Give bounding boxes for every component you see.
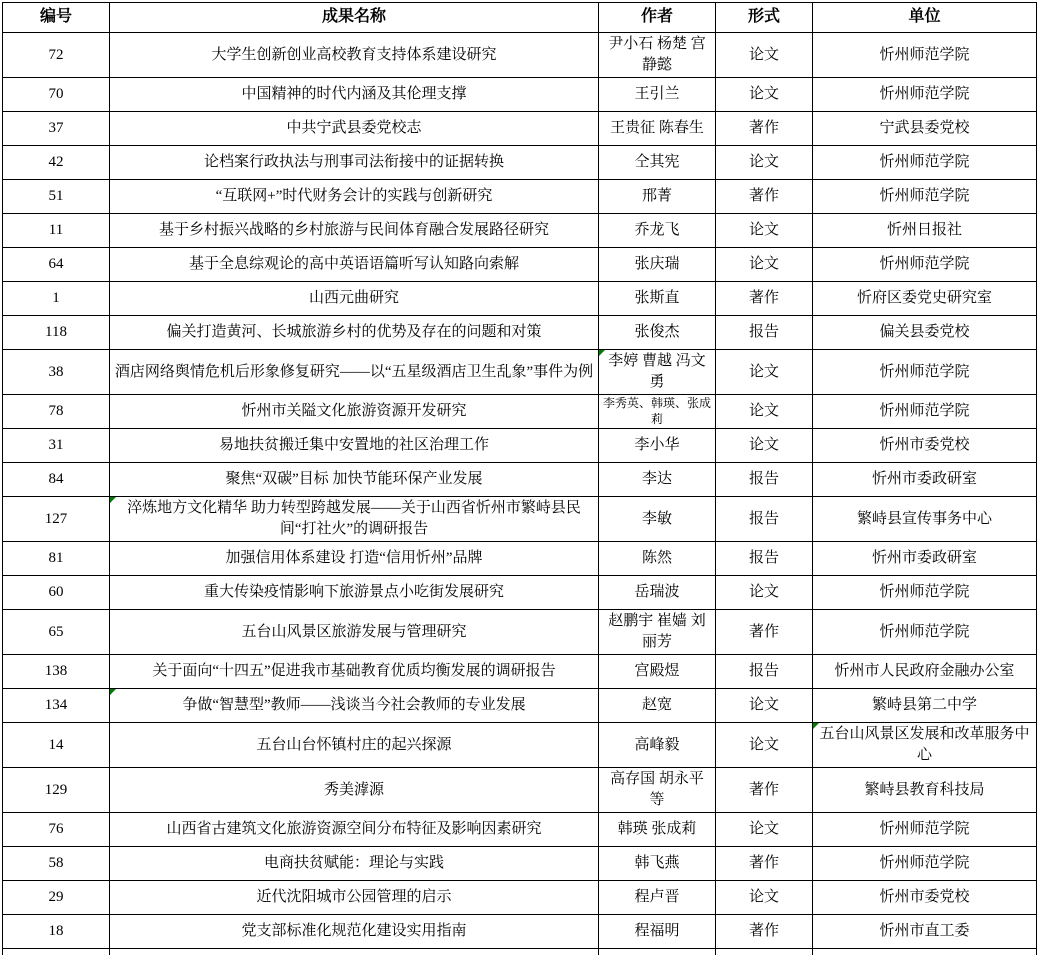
table-body <box>3 33 1037 955</box>
cell-authors[interactable] <box>599 768 716 813</box>
cell-name[interactable] <box>110 214 599 248</box>
table-row <box>3 78 1037 112</box>
cell-text: 李小华 <box>634 437 680 454</box>
cell-text: 论文 <box>748 821 779 838</box>
cell-text: 忻州师范学院 <box>879 188 970 204</box>
cell-authors[interactable] <box>599 813 716 847</box>
cell-text: 党支部标准化规范化建设实用指南 <box>241 923 467 940</box>
cell-text: 64 <box>48 256 64 272</box>
cell-name[interactable] <box>110 316 599 350</box>
cell-id[interactable] <box>3 248 110 282</box>
cell-text: 76 <box>48 821 64 838</box>
cell-text: 繁峙县第二中学 <box>871 697 977 714</box>
cell-id[interactable] <box>3 429 110 463</box>
cell-form[interactable] <box>716 847 813 881</box>
cell-form[interactable] <box>716 463 813 497</box>
cell-text: 著作 <box>748 781 779 798</box>
table-row <box>3 214 1037 248</box>
cell-id[interactable] <box>3 180 110 214</box>
cell-unit[interactable] <box>813 915 1037 949</box>
cell-id[interactable] <box>3 813 110 847</box>
cell-id[interactable] <box>3 542 110 576</box>
cell-authors[interactable] <box>599 350 716 395</box>
achievements-table <box>2 2 1037 955</box>
cell-text: 忻州师范学院 <box>879 363 970 380</box>
cell-form[interactable] <box>716 610 813 655</box>
cell-text: 18 <box>48 923 64 940</box>
cell-id[interactable] <box>3 768 110 813</box>
cell-text: 37 <box>48 120 64 136</box>
cell-name[interactable] <box>110 180 599 214</box>
table-row <box>3 847 1037 881</box>
cell-unit[interactable] <box>813 429 1037 463</box>
table-row <box>3 248 1037 282</box>
cell-authors[interactable] <box>599 542 716 576</box>
cell-text: 忻州师范学院 <box>879 403 970 420</box>
cell-form[interactable] <box>716 542 813 576</box>
cell-text: 偏关县委党校 <box>879 324 970 340</box>
cell-form[interactable] <box>716 112 813 146</box>
cell-name[interactable] <box>110 542 599 576</box>
table-row <box>3 723 1037 768</box>
cell-comment-indicator <box>813 723 819 729</box>
cell-comment-indicator <box>599 350 605 356</box>
cell-text: 著作 <box>748 120 779 136</box>
cell-text: 29 <box>48 889 64 906</box>
cell-form[interactable] <box>716 316 813 350</box>
cell-text: 论文 <box>748 697 779 714</box>
cell-text: 11 <box>48 222 64 238</box>
cell-text: 论文 <box>748 437 779 454</box>
table-row <box>3 112 1037 146</box>
cell-text: 尹小石 杨楚 宫静懿 <box>608 36 706 73</box>
cell-form[interactable] <box>716 915 813 949</box>
cell-text: 王贵征 陈春生 <box>610 120 704 136</box>
cell-text: 论文 <box>748 736 779 753</box>
cell-unit[interactable] <box>813 248 1037 282</box>
cell-id[interactable] <box>3 316 110 350</box>
cell-unit[interactable] <box>813 214 1037 248</box>
cell-id[interactable] <box>3 881 110 915</box>
header-row <box>3 3 1037 33</box>
cell-text: 58 <box>48 855 64 872</box>
cell-authors[interactable] <box>599 576 716 610</box>
cell-text: 134 <box>44 697 68 714</box>
table-row <box>3 915 1037 949</box>
cell-empty[interactable] <box>3 949 110 955</box>
cell-text: 张俊杰 <box>634 324 680 340</box>
cell-authors[interactable] <box>599 33 716 78</box>
cell-name[interactable] <box>110 723 599 768</box>
cell-text: 著作 <box>748 188 779 204</box>
cell-text: 51 <box>48 188 64 204</box>
cell-name[interactable] <box>110 655 599 689</box>
cell-text: 论文 <box>748 363 779 380</box>
cell-authors[interactable] <box>599 78 716 112</box>
cell-name[interactable] <box>110 78 599 112</box>
cell-text: 忻州师范学院 <box>879 256 970 272</box>
cell-text: 繁峙县宣传事务中心 <box>856 510 992 527</box>
cell-form[interactable] <box>716 576 813 610</box>
cell-unit[interactable] <box>813 395 1037 429</box>
cell-text: 繁峙县教育科技局 <box>864 781 985 798</box>
cell-id[interactable] <box>3 463 110 497</box>
cell-text: 70 <box>48 86 64 102</box>
cell-text: 山西省古建筑文化旅游资源空间分布特征及影响因素研究 <box>166 821 542 838</box>
cell-text: 李秀英、韩瑛、张成莉 <box>602 396 711 426</box>
cell-text: 忻州市人民政府金融办公室 <box>834 663 1015 680</box>
cell-text: 程福明 <box>634 923 680 940</box>
cell-id[interactable] <box>3 395 110 429</box>
cell-text: 陈然 <box>641 550 672 567</box>
cell-text: 重大传染疫情影响下旅游景点小吃街发展研究 <box>203 584 504 601</box>
cell-text: 争做“智慧型”教师——浅谈当今社会教师的专业发展 <box>182 697 526 714</box>
table-row <box>3 316 1037 350</box>
cell-unit[interactable] <box>813 180 1037 214</box>
cell-text: 高峰毅 <box>634 736 680 753</box>
cell-unit[interactable] <box>813 881 1037 915</box>
header-cell-name[interactable]: 成果名称 <box>110 3 599 33</box>
table-row <box>3 813 1037 847</box>
cell-text: 论档案行政执法与刑事司法衔接中的证据转换 <box>203 154 504 170</box>
cell-id[interactable] <box>3 610 110 655</box>
cell-id[interactable] <box>3 689 110 723</box>
cell-text: 忻州师范学院 <box>879 623 970 640</box>
cell-text: 电商扶贫赋能：理论与实践 <box>263 855 444 872</box>
cell-name[interactable] <box>110 768 599 813</box>
cell-form[interactable] <box>716 78 813 112</box>
cell-text: 31 <box>48 437 64 454</box>
cell-text: 78 <box>48 403 64 420</box>
cell-text: 14 <box>48 736 64 753</box>
cell-text: 忻州市直工委 <box>879 923 970 940</box>
cell-form[interactable] <box>716 214 813 248</box>
cell-id[interactable] <box>3 282 110 316</box>
cell-name[interactable] <box>110 429 599 463</box>
cell-unit[interactable] <box>813 282 1037 316</box>
cell-text: 报告 <box>748 324 779 340</box>
cell-authors[interactable] <box>599 146 716 180</box>
cell-form[interactable] <box>716 248 813 282</box>
cell-text: 乔龙飞 <box>634 222 680 238</box>
cell-text: 65 <box>48 623 64 640</box>
cell-id[interactable] <box>3 78 110 112</box>
cell-id[interactable] <box>3 847 110 881</box>
cell-text: 忻州师范学院 <box>879 821 970 838</box>
cell-text: 酒店网络舆情危机后形象修复研究——以“五星级酒店卫生乱象”事件为例 <box>114 363 594 380</box>
table-row <box>3 655 1037 689</box>
cell-text: 84 <box>48 471 64 488</box>
cell-text: “互联网+”时代财务会计的实践与创新研究 <box>215 188 493 204</box>
cell-text: 42 <box>48 154 64 170</box>
cell-unit[interactable] <box>813 33 1037 78</box>
cell-name[interactable] <box>110 689 599 723</box>
cell-id[interactable] <box>3 576 110 610</box>
cell-authors[interactable] <box>599 497 716 542</box>
cell-unit[interactable] <box>813 146 1037 180</box>
table-row <box>3 33 1037 78</box>
cell-empty[interactable] <box>599 949 716 955</box>
cell-name[interactable] <box>110 33 599 78</box>
table-row <box>3 610 1037 655</box>
cell-authors[interactable] <box>599 395 716 429</box>
cell-id[interactable] <box>3 915 110 949</box>
cell-text: 五台山台怀镇村庄的起兴探源 <box>256 736 452 753</box>
cell-name[interactable] <box>110 576 599 610</box>
cell-empty[interactable] <box>716 949 813 955</box>
cell-text: 岳瑞波 <box>634 584 680 601</box>
cell-id[interactable] <box>3 723 110 768</box>
cell-unit[interactable] <box>813 813 1037 847</box>
cell-text: 60 <box>48 584 64 601</box>
cell-text: 大学生创新创业高校教育支持体系建设研究 <box>211 46 497 63</box>
cell-text: 仝其宪 <box>634 154 680 170</box>
cell-text: 报告 <box>748 510 779 527</box>
cell-authors[interactable] <box>599 610 716 655</box>
cell-text: 118 <box>45 324 67 340</box>
table-row <box>3 180 1037 214</box>
cell-comment-indicator <box>110 689 116 695</box>
table-row <box>3 282 1037 316</box>
cell-text: 127 <box>44 510 68 527</box>
cell-id[interactable] <box>3 112 110 146</box>
cell-form[interactable] <box>716 395 813 429</box>
cell-unit[interactable] <box>813 723 1037 768</box>
table-row <box>3 768 1037 813</box>
cell-name[interactable] <box>110 813 599 847</box>
cell-text: 忻州市委政研室 <box>871 471 977 488</box>
cell-text: 王引兰 <box>634 86 680 102</box>
cell-form[interactable] <box>716 689 813 723</box>
cell-comment-indicator <box>110 497 116 503</box>
table-row <box>3 497 1037 542</box>
cell-text: 李敏 <box>641 510 672 527</box>
cell-authors[interactable] <box>599 429 716 463</box>
cell-name[interactable] <box>110 282 599 316</box>
cell-name[interactable] <box>110 463 599 497</box>
cell-form[interactable] <box>716 813 813 847</box>
header-cell-unit[interactable]: 单位 <box>813 3 1037 33</box>
table-row <box>3 542 1037 576</box>
cell-text: 报告 <box>748 471 779 488</box>
cell-unit[interactable] <box>813 112 1037 146</box>
cell-name[interactable] <box>110 915 599 949</box>
cell-form[interactable] <box>716 429 813 463</box>
cell-name[interactable] <box>110 146 599 180</box>
cell-id[interactable] <box>3 655 110 689</box>
cell-authors[interactable] <box>599 248 716 282</box>
cell-text: 淬炼地方文化精华 助力转型跨越发展——关于山西省忻州市繁峙县民间“打社火”的调研报告 <box>127 500 581 538</box>
cell-text: 忻州师范学院 <box>879 584 970 601</box>
cell-text: 李达 <box>641 471 672 488</box>
cell-text: 著作 <box>748 855 779 872</box>
cell-id[interactable] <box>3 214 110 248</box>
cell-text: 129 <box>44 781 68 798</box>
cell-unit[interactable] <box>813 78 1037 112</box>
cell-text: 论文 <box>748 86 779 102</box>
cell-authors[interactable] <box>599 316 716 350</box>
cell-text: 38 <box>48 363 64 380</box>
cell-text: 韩飞燕 <box>634 855 680 872</box>
cell-authors[interactable] <box>599 463 716 497</box>
table-row <box>3 395 1037 429</box>
cell-name[interactable] <box>110 395 599 429</box>
cell-text: 著作 <box>748 623 779 640</box>
cell-text: 基于全息综观论的高中英语语篇听写认知路向索解 <box>188 256 519 272</box>
cell-name[interactable] <box>110 112 599 146</box>
cell-text: 论文 <box>748 584 779 601</box>
table-row <box>3 463 1037 497</box>
cell-authors[interactable] <box>599 180 716 214</box>
cell-text: 忻州市委党校 <box>879 437 970 454</box>
cell-text: 81 <box>48 550 64 567</box>
cell-authors[interactable] <box>599 689 716 723</box>
cell-name[interactable] <box>110 497 599 542</box>
cell-name[interactable] <box>110 248 599 282</box>
cell-authors[interactable] <box>599 112 716 146</box>
cell-form[interactable] <box>716 146 813 180</box>
cell-authors[interactable] <box>599 723 716 768</box>
cell-form[interactable] <box>716 350 813 395</box>
cell-text: 著作 <box>748 923 779 940</box>
cell-form[interactable] <box>716 723 813 768</box>
cell-text: 山西元曲研究 <box>308 290 399 306</box>
cell-text: 中国精神的时代内涵及其伦理支撑 <box>241 86 467 102</box>
cell-empty[interactable] <box>813 949 1037 955</box>
cell-form[interactable] <box>716 768 813 813</box>
cell-name[interactable] <box>110 881 599 915</box>
cell-text: 中共宁武县委党校志 <box>286 120 422 136</box>
cell-text: 程卢晋 <box>634 889 680 906</box>
cell-text: 五台山风景区发展和改革服务中心 <box>819 726 1030 764</box>
table-row <box>3 689 1037 723</box>
cell-text: 宁武县委党校 <box>879 120 970 136</box>
cell-unit[interactable] <box>813 768 1037 813</box>
cell-unit[interactable] <box>813 689 1037 723</box>
cell-text: 五台山风景区旅游发展与管理研究 <box>241 623 467 640</box>
cell-text: 论文 <box>748 222 779 238</box>
cell-text: 忻州市关隘文化旅游资源开发研究 <box>241 403 467 420</box>
cell-unit[interactable] <box>813 463 1037 497</box>
cell-form[interactable] <box>716 282 813 316</box>
cell-text: 张斯直 <box>634 290 680 306</box>
header-cell-form[interactable]: 形式 <box>716 3 813 33</box>
cell-text: 报告 <box>748 663 779 680</box>
cell-text: 忻州师范学院 <box>879 855 970 872</box>
cell-text: 论文 <box>748 403 779 420</box>
cell-authors[interactable] <box>599 915 716 949</box>
table-row <box>3 429 1037 463</box>
cell-text: 忻州市委党校 <box>879 889 970 906</box>
cell-text: 忻州师范学院 <box>879 46 970 63</box>
cell-text: 论文 <box>748 154 779 170</box>
cell-empty[interactable] <box>110 949 599 955</box>
cell-text: 韩瑛 张成莉 <box>617 821 697 838</box>
cell-text: 加强信用体系建设 打造“信用忻州”品牌 <box>225 550 483 567</box>
cell-id[interactable] <box>3 350 110 395</box>
header-cell-authors[interactable]: 作者 <box>599 3 716 33</box>
cell-text: 论文 <box>748 889 779 906</box>
cell-id[interactable] <box>3 33 110 78</box>
cell-form[interactable] <box>716 180 813 214</box>
cell-text: 邢菁 <box>641 188 672 204</box>
cell-unit[interactable] <box>813 497 1037 542</box>
cell-name[interactable] <box>110 350 599 395</box>
cell-text: 报告 <box>748 550 779 567</box>
cell-unit[interactable] <box>813 576 1037 610</box>
cell-form[interactable] <box>716 33 813 78</box>
cell-text: 忻州日报社 <box>886 222 962 238</box>
cell-text: 忻州师范学院 <box>879 86 970 102</box>
cell-text: 宫殿煜 <box>634 663 680 680</box>
cell-unit[interactable] <box>813 655 1037 689</box>
cell-unit[interactable] <box>813 847 1037 881</box>
cell-text: 忻府区委党史研究室 <box>856 290 992 306</box>
cell-unit[interactable] <box>813 316 1037 350</box>
cell-unit[interactable] <box>813 610 1037 655</box>
cell-text: 秀美滹源 <box>323 781 384 798</box>
cell-text: 1 <box>52 290 60 306</box>
cell-name[interactable] <box>110 610 599 655</box>
cell-id[interactable] <box>3 146 110 180</box>
cell-text: 张庆瑞 <box>634 256 680 272</box>
cell-text: 聚焦“双碳”目标 加快节能环保产业发展 <box>225 471 483 488</box>
cell-unit[interactable] <box>813 350 1037 395</box>
cell-text: 李婷 曹越 冯文勇 <box>608 353 706 390</box>
cell-text: 忻州师范学院 <box>879 154 970 170</box>
cell-id[interactable] <box>3 497 110 542</box>
table-row <box>3 146 1037 180</box>
cell-text: 基于乡村振兴战略的乡村旅游与民间体育融合发展路径研究 <box>158 222 549 238</box>
cell-authors[interactable] <box>599 655 716 689</box>
cell-text: 论文 <box>748 46 779 63</box>
cell-text: 偏关打造黄河、长城旅游乡村的优势及存在的问题和对策 <box>166 324 542 340</box>
cell-text: 高存国 胡永平 等 <box>610 771 704 809</box>
table-row <box>3 576 1037 610</box>
cell-text: 关于面向“十四五”促进我市基础教育优质均衡发展的调研报告 <box>152 663 556 680</box>
cell-form[interactable] <box>716 497 813 542</box>
cell-text: 赵鹏宇 崔嫱 刘丽芳 <box>608 613 706 651</box>
cell-text: 著作 <box>748 290 779 306</box>
cell-text: 论文 <box>748 256 779 272</box>
cell-text: 忻州市委政研室 <box>871 550 977 567</box>
cell-text: 赵宽 <box>641 697 672 714</box>
cell-form[interactable] <box>716 655 813 689</box>
cell-text: 72 <box>48 46 64 63</box>
cell-form[interactable] <box>716 881 813 915</box>
cell-text: 138 <box>44 663 68 680</box>
header-cell-id[interactable]: 编号 <box>3 3 110 33</box>
cell-authors[interactable] <box>599 881 716 915</box>
cell-authors[interactable] <box>599 214 716 248</box>
table-row <box>3 881 1037 915</box>
cell-name[interactable] <box>110 847 599 881</box>
cell-authors[interactable] <box>599 847 716 881</box>
table-row <box>3 350 1037 395</box>
cell-text: 近代沈阳城市公园管理的启示 <box>256 889 452 906</box>
cell-text: 易地扶贫搬迁集中安置地的社区治理工作 <box>218 437 489 454</box>
cell-authors[interactable] <box>599 282 716 316</box>
partial-row <box>3 949 1037 955</box>
cell-unit[interactable] <box>813 542 1037 576</box>
